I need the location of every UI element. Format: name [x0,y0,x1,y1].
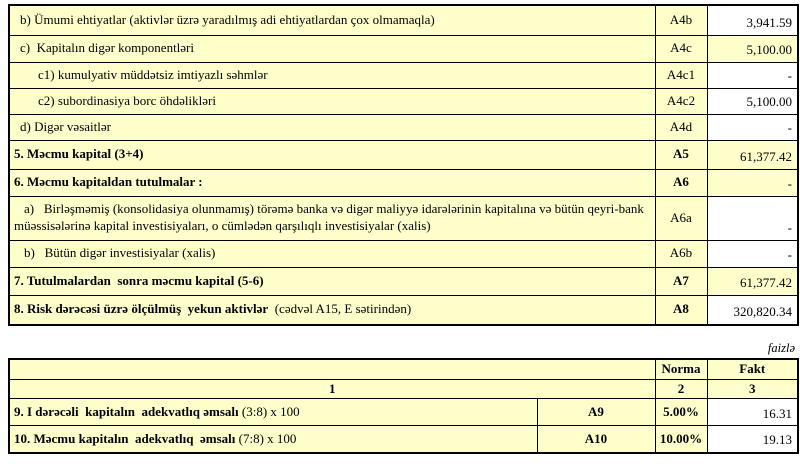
row-label: c1) kumulyativ müddətsiz imtiyazlı səhmlər [9,62,655,88]
colnum-1: 1 [9,379,655,399]
row-label [9,399,537,426]
row-label-main: 9. I dərəcəli kapitalın adekvatlıq əmsalı [14,403,239,419]
row-label: b) Ümumi ehtiyatlar (aktivlər üzrə yaradılmış adi ehtiyatlardan çox olmamaqla) [9,5,655,35]
row-value: 61,377.42 [707,267,798,295]
table-row [9,295,798,325]
row-fakt-value: 19.13 [707,426,798,453]
row-value: 3,941.59 [707,5,798,35]
row-code: A4c1 [655,62,707,88]
table-row [9,5,798,35]
row-label: c) Kapitalın digər komponentləri [9,35,655,62]
row-label [9,426,537,453]
row-label-detail: (cədvəl A15, E sətirindən) [268,301,412,317]
row-value: - [707,169,798,196]
row-code: A4c [655,35,707,62]
row-code: A4c2 [655,88,707,114]
row-label: 5. Məcmu kapital (3+4) [9,140,655,169]
row-code: A4b [655,5,707,35]
row-label [9,295,655,325]
table-header-row [9,359,798,379]
table-row [9,426,798,453]
colnum-3: 3 [707,379,798,399]
table-row [9,196,798,240]
header-fakt: Fakt [707,359,798,379]
table-row [9,140,798,169]
row-label-formula: (3:8) x 100 [238,403,300,419]
row-value: - [707,196,798,240]
row-label: 6. Məcmu kapitaldan tutulmalar : [9,169,655,196]
row-label: 7. Tutulmalardan sonra məcmu kapital (5-6) [9,267,655,295]
row-label: a) Birləşməmiş (konsolidasiya olunmamış) törəmə banka və digər maliyyə idarələrinin kapitalına və bütün qeyri-bank müəssisələrinə kapital investisiyaları, o cümlədən qarşılıqlı investisiyalar (xalis) [9,196,655,240]
row-norma-value: 5.00% [655,399,707,426]
unit-note: faizlə [767,341,795,355]
row-code: A7 [655,267,707,295]
table-row [9,62,798,88]
table-row [9,35,798,62]
table-colnum-row [9,379,798,399]
row-label: b) Bütün digər investisiyalar (xalis) [9,240,655,267]
row-label-main: 8. Risk dərəcəsi üzrə ölçülmüş yekun aktivlər [14,301,269,317]
colnum-2: 2 [655,379,707,399]
adequacy-ratios-table [8,358,799,454]
row-value: 5,100.00 [707,88,798,114]
row-code: A6b [655,240,707,267]
row-label-main: 10. Məcmu kapitalın adekvatlıq əmsalı [14,430,236,446]
header-empty-cell [9,359,655,379]
row-label-formula: (7:8) x 100 [235,430,297,446]
row-value: - [707,62,798,88]
row-value: - [707,240,798,267]
row-value: 320,820.34 [707,295,798,325]
row-code: A4d [655,114,707,140]
capital-components-table [8,4,799,326]
row-code: A6a [655,196,707,240]
row-norma-value: 10.00% [655,426,707,453]
table-row [9,267,798,295]
row-value: 61,377.42 [707,140,798,169]
row-value: 5,100.00 [707,35,798,62]
row-code: A9 [537,399,655,426]
row-code: A6 [655,169,707,196]
table-row [9,399,798,426]
row-value: - [707,114,798,140]
row-code: A5 [655,140,707,169]
row-label: c2) subordinasiya borc öhdəlikləri [9,88,655,114]
row-code: A10 [537,426,655,453]
row-fakt-value: 16.31 [707,399,798,426]
table-row [9,114,798,140]
row-label: d) Digər vəsaitlər [9,114,655,140]
table-row [9,88,798,114]
header-norma: Norma [655,359,707,379]
table-row [9,240,798,267]
table-row [9,169,798,196]
row-code: A8 [655,295,707,325]
